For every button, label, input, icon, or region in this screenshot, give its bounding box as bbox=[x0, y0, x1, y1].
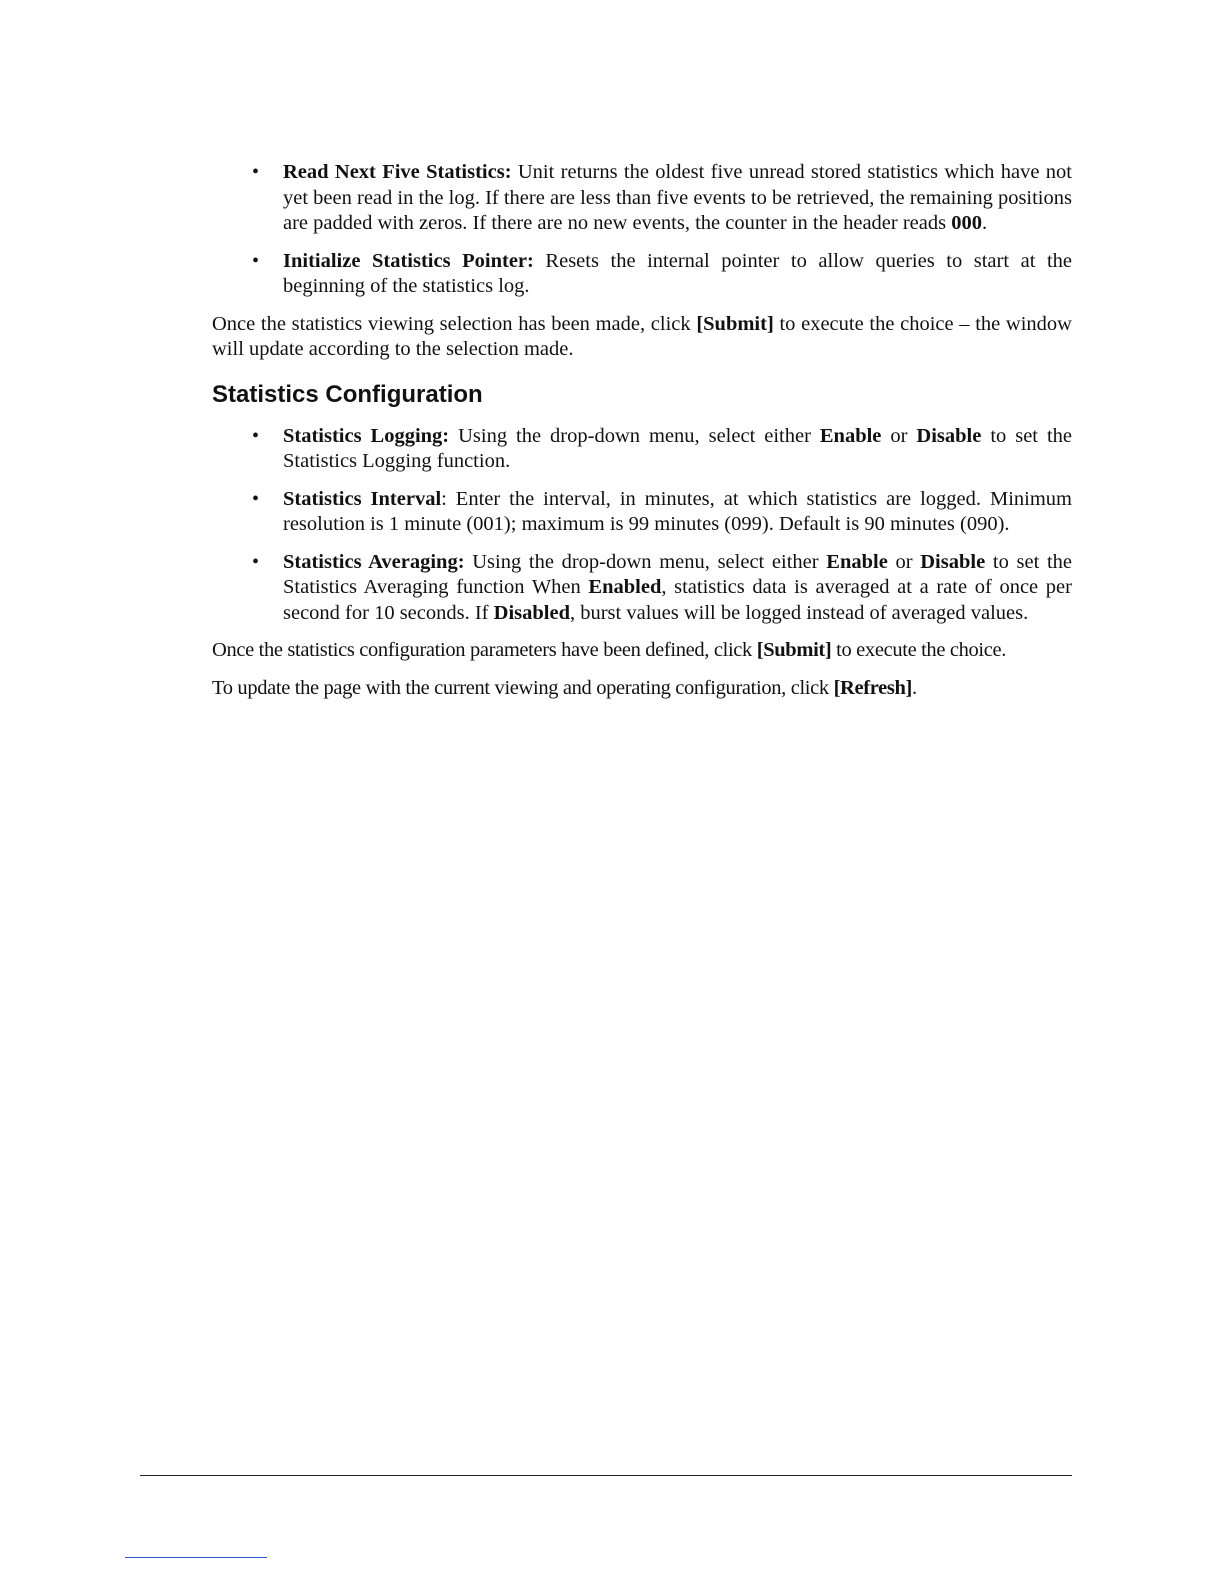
item-suffix: . bbox=[981, 212, 988, 234]
bullet-icon: • bbox=[252, 550, 260, 573]
option-disable: Disable bbox=[920, 550, 986, 573]
para-text: . bbox=[912, 676, 917, 699]
list-item-statistics-logging bbox=[212, 424, 1072, 475]
item-text: or bbox=[887, 550, 921, 573]
item-text: to set the Statistics Logging function. bbox=[283, 424, 1073, 472]
para-text: Once the statistics configuration parameters have been defined, click bbox=[212, 639, 757, 661]
item-label: Initialize Statistics Pointer: bbox=[283, 249, 534, 272]
footer-divider bbox=[140, 1475, 1072, 1476]
refresh-button-reference: [Refresh] bbox=[833, 676, 913, 699]
statistics-view-options-list bbox=[212, 160, 1072, 300]
item-text: Using the drop-down menu, select either bbox=[449, 424, 820, 447]
option-enable: Enable bbox=[819, 424, 882, 447]
submit-config-paragraph bbox=[212, 638, 1072, 664]
item-label: Read Next Five Statistics: bbox=[283, 161, 512, 183]
submit-button-reference: [Submit] bbox=[696, 312, 774, 335]
item-text: Using the drop-down menu, select either bbox=[464, 550, 827, 573]
item-text: Resets the internal pointer to allow queries to start at the beginning of the statistics log. bbox=[283, 249, 1073, 297]
para-text: to execute the choice. bbox=[831, 639, 1007, 661]
list-item-statistics-averaging bbox=[212, 550, 1072, 627]
item-label: Statistics Interval bbox=[283, 487, 442, 510]
item-text: , burst values will be logged instead of averaged values. bbox=[569, 601, 1029, 624]
list-item-statistics-interval bbox=[212, 487, 1072, 538]
refresh-paragraph bbox=[212, 676, 1072, 702]
item-text: , statistics data is averaged at a rate of once per second for 10 seconds. If bbox=[283, 576, 1072, 624]
option-enabled: Enabled bbox=[588, 576, 662, 598]
option-enable: Enable bbox=[826, 550, 888, 573]
bullet-icon: • bbox=[252, 487, 260, 510]
footer-link-underline bbox=[125, 1557, 267, 1558]
bullet-icon: • bbox=[252, 424, 260, 447]
option-disable: Disable bbox=[916, 424, 982, 447]
submit-button-reference: [Submit] bbox=[756, 639, 832, 661]
para-text: Once the statistics viewing selection has been made, click bbox=[212, 312, 697, 335]
list-item-read-next-five bbox=[212, 160, 1072, 237]
list-item-initialize-pointer bbox=[212, 249, 1072, 300]
para-text: To update the page with the current viewing and operating configuration, click bbox=[212, 676, 834, 699]
item-text: : Enter the interval, in minutes, at which statistics are logged. Minimum resolution is 1 minute (001); maximum is 99 minutes (099). Default is 90 minutes (090). bbox=[283, 487, 1072, 535]
item-text: to set the Statistics Averaging function When bbox=[283, 550, 1072, 598]
counter-value: 000 bbox=[951, 212, 982, 234]
para-text: to execute the choice – the window will update according to the selection made. bbox=[212, 312, 1072, 360]
bullet-icon: • bbox=[252, 249, 260, 272]
item-label: Statistics Logging: bbox=[283, 424, 450, 447]
submit-viewing-paragraph bbox=[212, 312, 1072, 363]
item-label: Statistics Averaging: bbox=[283, 550, 465, 573]
item-text: or bbox=[881, 424, 917, 447]
bullet-icon: • bbox=[252, 161, 260, 183]
page-content bbox=[212, 160, 1072, 713]
option-disabled: Disabled bbox=[493, 601, 570, 624]
section-title: Statistics Configuration bbox=[212, 380, 483, 408]
statistics-config-list bbox=[212, 424, 1072, 627]
item-text: Unit returns the oldest five unread stored statistics which have not yet been read in the log. If there are less than five events to be retrieved, the remaining positions are padded with zeros. If there are no new events, the counter in the header reads bbox=[283, 161, 1072, 234]
